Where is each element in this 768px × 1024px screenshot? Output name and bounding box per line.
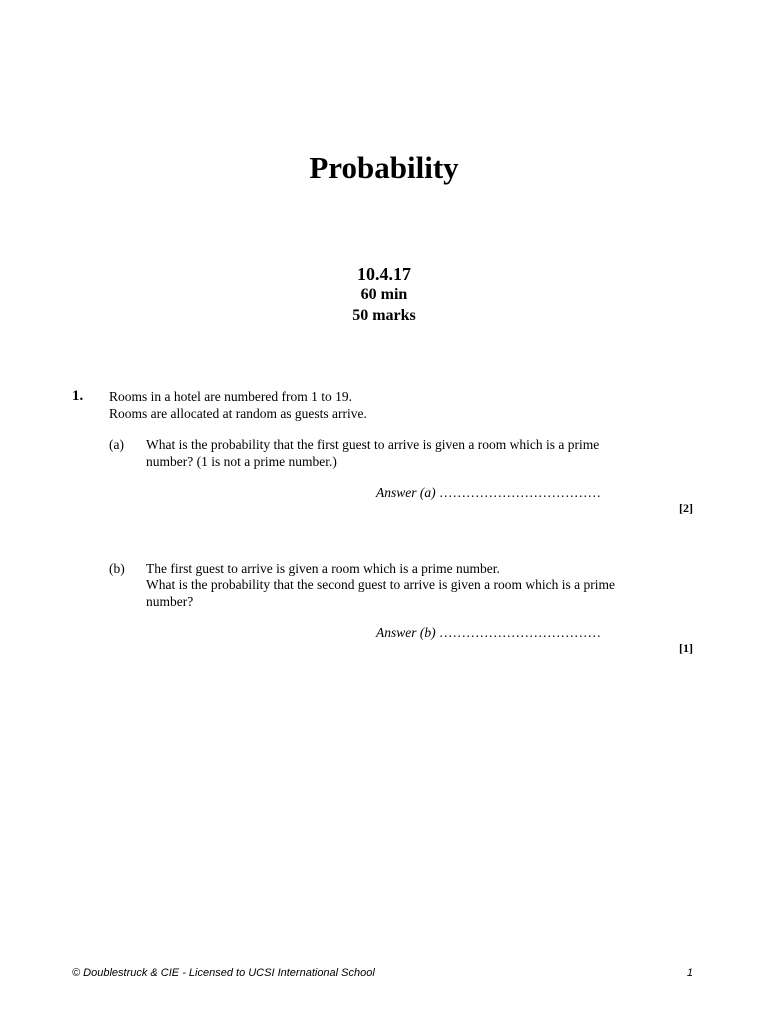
exam-duration: 60 min: [360, 286, 408, 303]
question-number: 1.: [72, 388, 84, 404]
part-b-answer-label: Answer (b): [376, 625, 436, 640]
part-a-text-line-2: number? (1 is not a prime number.): [146, 454, 337, 469]
part-a-answer-line[interactable]: [376, 484, 601, 501]
footer-copyright: © Doublestruck & CIE - Licensed to UCSI International School: [72, 967, 375, 979]
part-a-label: (a): [109, 437, 124, 452]
part-a-answer-label: Answer (a): [376, 485, 436, 500]
exam-total-marks: 50 marks: [352, 307, 416, 324]
part-b-text-line-3: number?: [146, 594, 194, 609]
page-title: Probability: [309, 150, 459, 185]
part-b-marks: [1]: [679, 641, 693, 655]
part-a-marks: [2]: [679, 501, 693, 515]
question-intro-line-1: Rooms in a hotel are numbered from 1 to 19.: [109, 389, 352, 404]
part-a-text-line-1: What is the probability that the first guest to arrive is given a room which is a prime: [146, 437, 600, 452]
part-b-text-line-1: The first guest to arrive is given a room which is a prime number.: [146, 561, 500, 576]
part-b-answer-dots: ………………………………: [439, 625, 601, 640]
part-b-answer-line[interactable]: [376, 624, 601, 641]
part-a-answer-dots: ………………………………: [439, 485, 601, 500]
exam-date: 10.4.17: [357, 264, 411, 284]
question-intro-line-2: Rooms are allocated at random as guests arrive.: [109, 406, 367, 421]
part-b-text-line-2: What is the probability that the second guest to arrive is given a room which is a prime: [146, 577, 616, 592]
part-b-label: (b): [109, 561, 125, 576]
footer-page-number: 1: [686, 967, 693, 979]
